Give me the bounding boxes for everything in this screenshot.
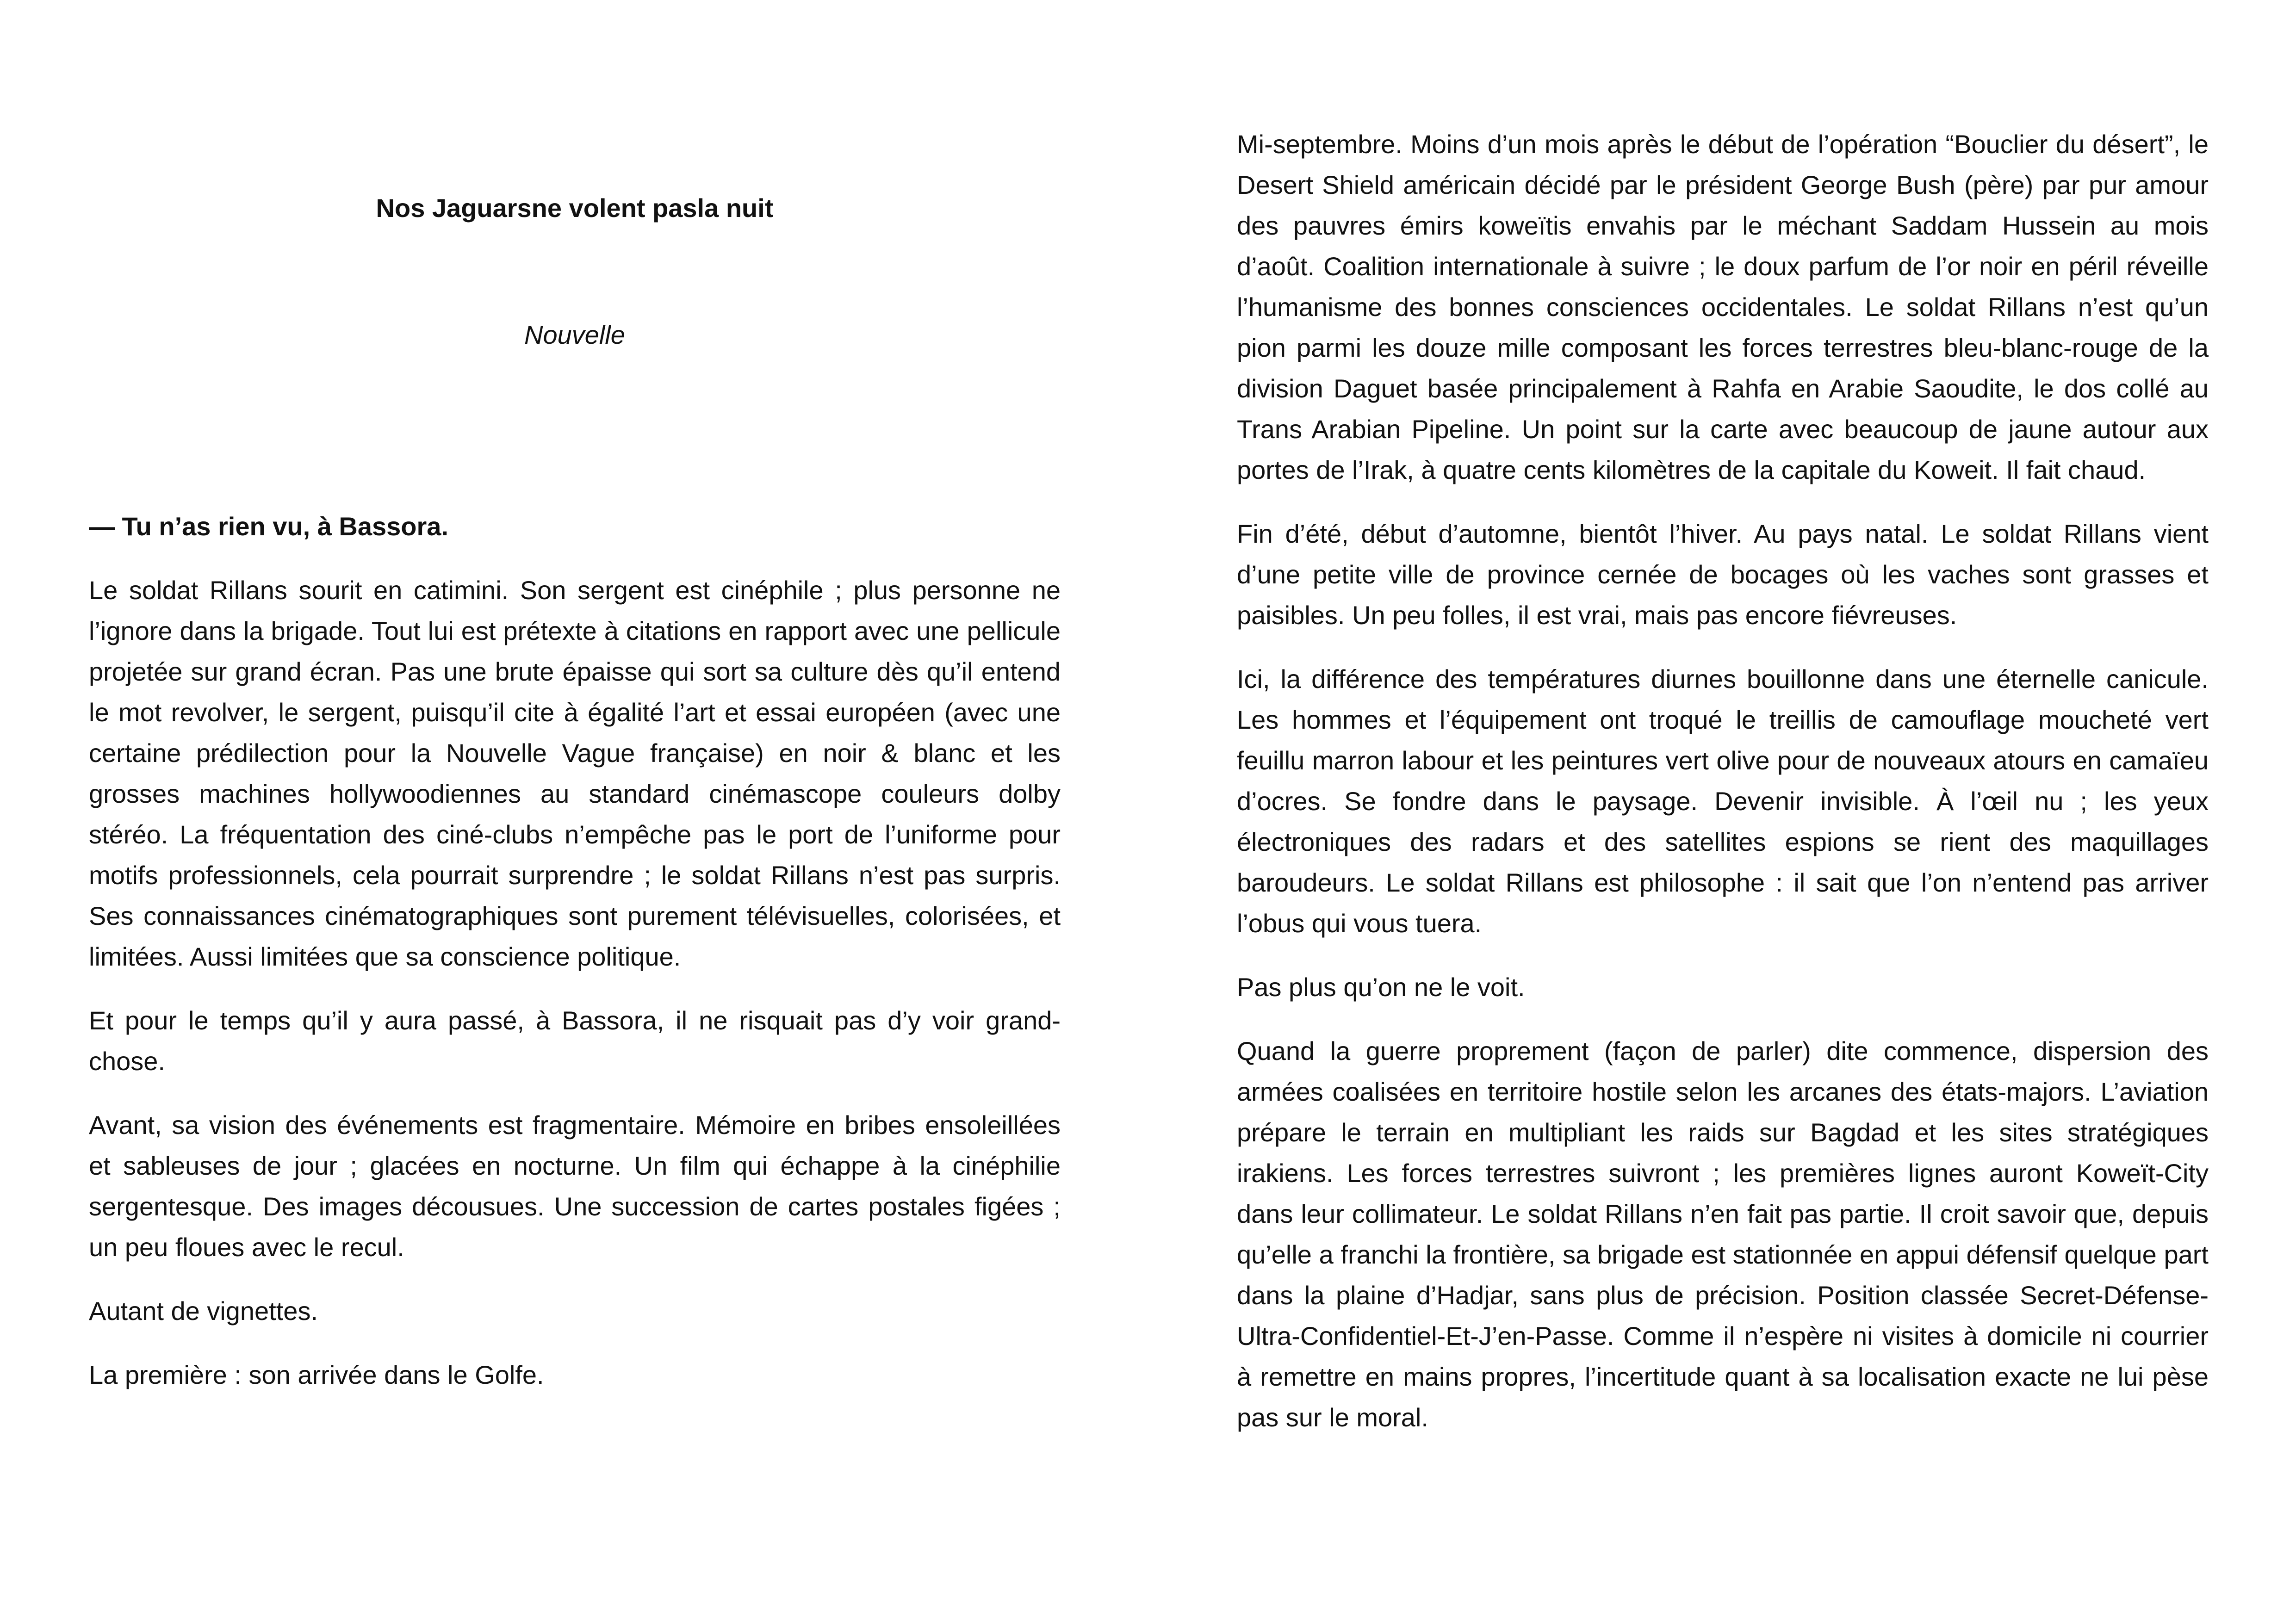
right-text-column [1237, 124, 2209, 1461]
paragraph: Quand la guerre proprement (façon de parler) dite commence, dispersion des armées coalisées en territoire hostile selon les arcanes des états-majors. L’aviation prépare le terrain en multipliant les raids sur Bagdad et les sites stratégiques irakiens. Les forces terrestres suivront ; les premières lignes auront Koweït-City dans leur collimateur. Le soldat Rillans n’en fait pas partie. Il croit savoir que, depuis qu’elle a franchi la frontière, sa brigade est stationnée en appui défensif quelque part dans la plaine d’Hadjar, sans plus de précision. Position classée Secret-Défense-Ultra-Confidentiel-Et-J’en-Passe. Comme il n’espère ni visites à domicile ni courrier à remettre en mains propres, l’incertitude quant à sa localisation exacte ne lui pèse pas sur le moral. [1237, 1036, 2209, 1432]
story-subtitle: Nouvelle [524, 320, 625, 349]
paragraph: Et pour le temps qu’il y aura passé, à Bassora, il ne risquait pas d’y voir grand-chose. [89, 1006, 1061, 1076]
paragraph: Avant, sa vision des événements est fragmentaire. Mémoire en bribes ensoleillées et sableuses de jour ; glacées en nocturne. Un film qui échappe à la cinéphilie sergentesque. Des images décousues. Une succession de cartes postales figées ; un peu floues avec le recul. [89, 1110, 1061, 1262]
paragraph: La première : son arrivée dans le Golfe. [89, 1360, 544, 1389]
paragraph: Ici, la différence des températures diurnes bouillonne dans une éternelle canicule. Les hommes et l’équipement ont troqué le treillis de camouflage moucheté vert feuillu marron labour et les peintures vert olive pour de nouveaux atours en camaïeu d’ocres. Se fondre dans le paysage. Devenir invisible. À l’œil nu ; les yeux électroniques des radars et des satellites espions se rient des maquillages baroudeurs. Le soldat Rillans est philosophe : il sait que l’on n’entend pas arriver l’obus qui vous tuera. [1237, 664, 2209, 938]
opening-dialogue: — Tu n’as rien vu, à Bassora. [89, 512, 448, 541]
paragraph: Autant de vignettes. [89, 1296, 318, 1326]
paragraph: Pas plus qu’on ne le voit. [1237, 973, 1525, 1002]
right-page [1148, 0, 2296, 1623]
paragraph: Mi-septembre. Moins d’un mois après le début de l’opération “Bouclier du désert”, le Desert Shield américain décidé par le président George Bush (père) par pur amour des pauvres émirs koweïtis envahis par le méchant Saddam Hussein au mois d’août. Coalition internationale à suivre ; le doux parfum de l’or noir en péril réveille l’humanisme des bonnes consciences occidentales. Le soldat Rillans n’est qu’un pion parmi les douze mille composant les forces terrestres bleu-blanc-rouge de la division Daguet basée principalement à Rahfa en Arabie Saoudite, le dos collé au Trans Arabian Pipeline. Un point sur la carte avec beaucoup de jaune autour aux portes de l’Irak, à quatre cents kilomètres de la capitale du Koweit. Il fait chaud. [1237, 130, 2209, 484]
story-title: Nos Jaguarsne volent pasla nuit [376, 193, 774, 223]
paragraph: Fin d’été, début d’automne, bientôt l’hiver. Au pays natal. Le soldat Rillans vient d’une petite ville de province cernée de bocages où les vaches sont grasses et paisibles. Un peu folles, il est vrai, mais pas encore fiévreuses. [1237, 519, 2209, 630]
left-text-column [89, 506, 1061, 1419]
paragraph: Le soldat Rillans sourit en catimini. Son sergent est cinéphile ; plus personne ne l’ignore dans la brigade. Tout lui est prétexte à citations en rapport avec une pellicule projetée sur grand écran. Pas une brute épaisse qui sort sa culture dès qu’il entend le mot revolver, le sergent, puisqu’il cite à égalité l’art et essai européen (avec une certaine prédilection pour la Nouvelle Vague française) en noir & blanc et les grosses machines hollywoodiennes au standard cinémascope couleurs dolby stéréo. La fréquentation des ciné-clubs n’empêche pas le port de l’uniforme pour motifs professionnels, cela pourrait surprendre ; le soldat Rillans n’est pas surpris. Ses connaissances cinématographiques sont purement télévisuelles, colorisées, et limitées. Aussi limitées que sa conscience politique. [89, 576, 1061, 971]
